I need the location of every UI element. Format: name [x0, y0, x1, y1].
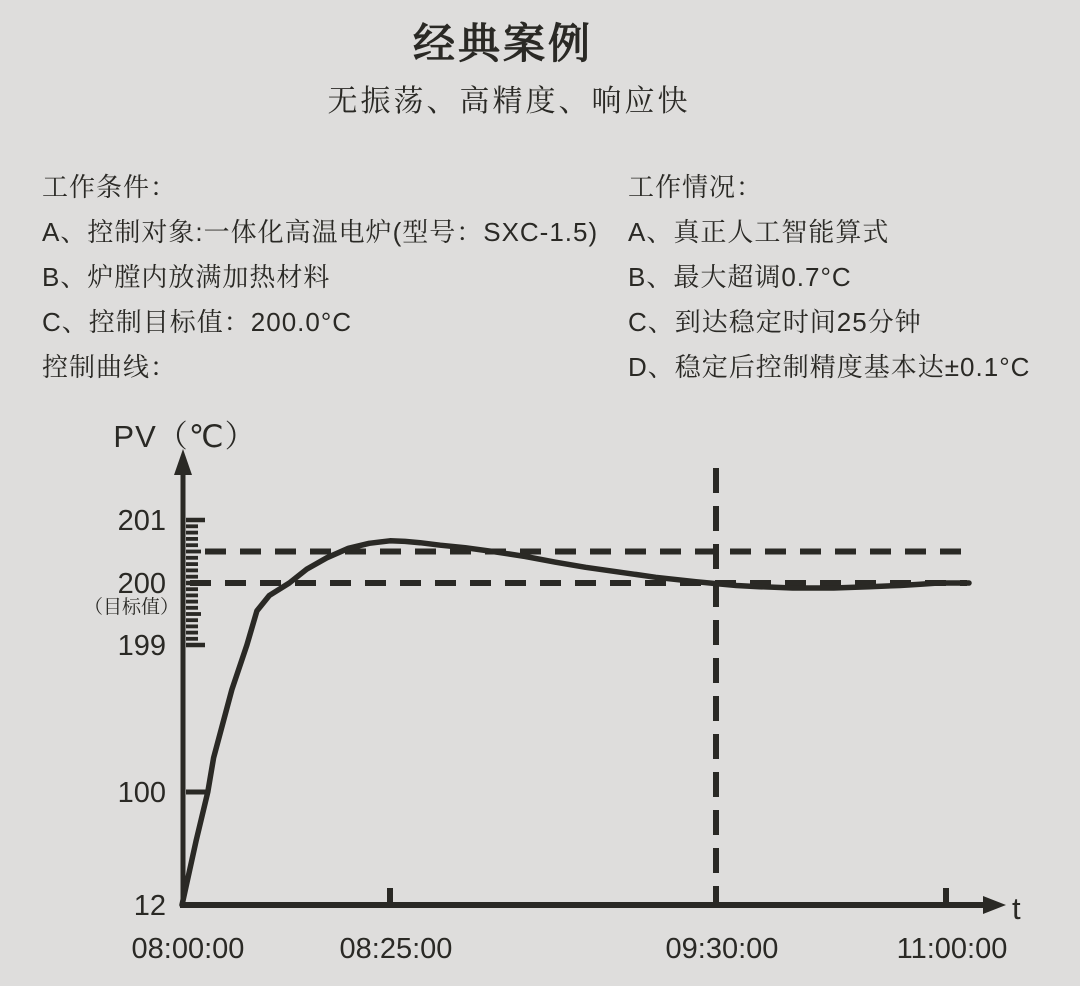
work-results-item-d: D、稳定后控制精度基本达±0.1°C: [628, 352, 1031, 382]
work-results-item-c: C、到达稳定时间25分钟: [628, 307, 922, 337]
y-tick-label: 100: [117, 777, 166, 809]
work-results-item-a: A、真正人工智能算式: [628, 217, 890, 247]
pv-curve: [182, 541, 969, 905]
x-tick-label: 11:00:00: [896, 933, 1008, 965]
x-axis-arrow-icon: [983, 896, 1006, 914]
work-conditions-item-c: C、控制目标值：200.0°C: [42, 307, 353, 337]
x-axis-title: t: [1012, 891, 1021, 926]
x-tick-label: 09:30:00: [665, 933, 779, 965]
y-tick-label: 12: [133, 890, 166, 922]
work-results-item-b: B、最大超调0.7°C: [628, 262, 852, 292]
work-conditions-item-b: B、炉膛内放满加热材料: [42, 262, 331, 292]
y-tick-label: 201: [117, 505, 166, 537]
y-tick-label: 199: [117, 630, 166, 662]
x-tick-label: 08:00:00: [131, 933, 245, 965]
work-results-heading: 工作情况：: [628, 172, 764, 202]
target-value-label: （目标值）: [83, 597, 179, 618]
control-curve-caption: 控制曲线：: [42, 352, 178, 382]
page-subtitle: 无振荡、高精度、响应快: [327, 85, 691, 118]
work-conditions-heading: 工作条件：: [42, 172, 178, 202]
page-title: 经典案例: [412, 20, 593, 67]
x-tick-label: 08:25:00: [339, 933, 453, 965]
work-conditions-item-a: A、控制对象:一体化高温电炉(型号：SXC-1.5): [42, 217, 599, 247]
y-tick-label: 200: [117, 568, 166, 600]
y-axis-title: PV（℃）: [113, 419, 257, 454]
